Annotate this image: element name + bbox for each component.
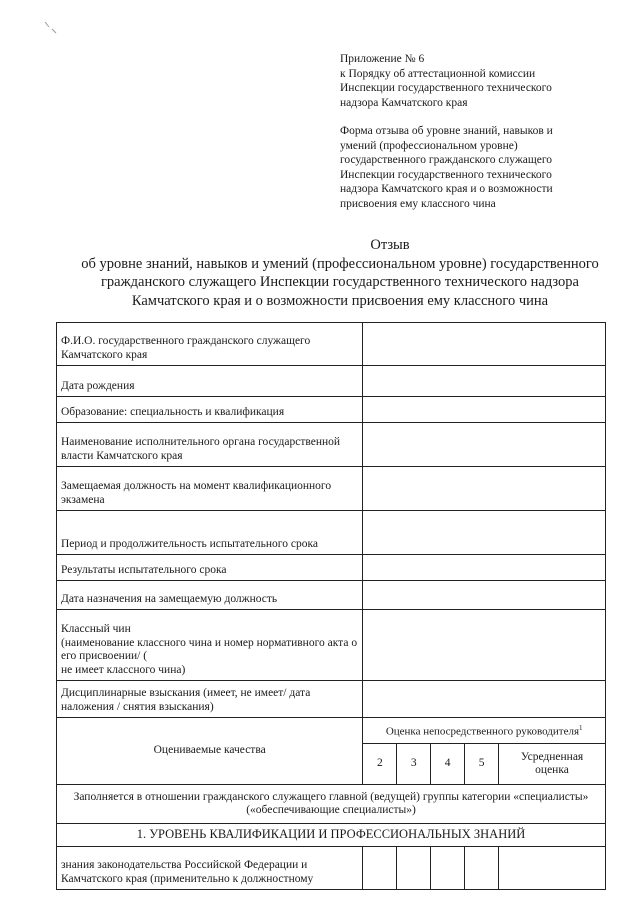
- grade-3-header: 3: [397, 744, 431, 785]
- appendix-line: к Порядку об аттестационной комиссии: [340, 67, 536, 80]
- scan-mark-icon: [44, 20, 58, 34]
- table-row: [57, 581, 606, 610]
- grade-3-cell[interactable]: [397, 847, 431, 890]
- field-value[interactable]: [363, 397, 606, 423]
- grade-4-header: 4: [431, 744, 465, 785]
- field-value[interactable]: [363, 366, 606, 397]
- field-label: Классный чин (наименование классного чина и номер нормативного акта о его присвоении/ ( не имеет классного чина): [57, 610, 363, 681]
- supervisor-assessment-label: Оценка непосредственного руководителя: [385, 725, 580, 738]
- qualities-header: Оцениваемые качества: [57, 718, 363, 785]
- field-value[interactable]: [363, 467, 606, 511]
- table-row: [57, 423, 606, 467]
- document-title: [40, 236, 640, 310]
- form-caption-line: надзора Камчатского края и о возможности: [340, 183, 553, 195]
- footnote-mark: 1: [579, 723, 583, 732]
- table-row: [57, 555, 606, 581]
- grade-5-cell[interactable]: [465, 847, 499, 890]
- form-caption-line: умений (профессиональном уровне): [340, 139, 518, 152]
- field-label: Дисциплинарные взыскания (имеет, не имеет/ дата наложения / снятия взыскания): [57, 681, 363, 718]
- average-score-cell[interactable]: [499, 847, 606, 890]
- form-caption-line: Инспекции государственного технического: [340, 168, 552, 181]
- field-label: Результаты испытательного срока: [57, 555, 363, 581]
- quality-label: знания законодательства Российской Федерации и Камчатского края (применительно к должностному: [57, 847, 363, 890]
- appendix-line: Инспекции государственного технического: [340, 82, 552, 94]
- category-note: Заполняется в отношении гражданского служащего главной (ведущей) группы категории «специалисты» («обеспечивающие специалисты»): [57, 785, 606, 824]
- field-value[interactable]: [363, 681, 606, 718]
- table-row: [57, 847, 606, 890]
- table-row: [57, 511, 606, 555]
- section-heading-row: [57, 824, 606, 847]
- table-row: [57, 610, 606, 681]
- title-line: об уровне знаний, навыков и умений (профессиональном уровне) государственного: [81, 255, 599, 272]
- field-label: Наименование исполнительного органа государственной власти Камчатского края: [57, 423, 363, 467]
- appendix-line: надзора Камчатского края: [340, 96, 468, 109]
- form-caption-line: Форма отзыва об уровне знаний, навыков и: [340, 125, 553, 137]
- field-label: Ф.И.О. государственного гражданского служащего Камчатского края: [57, 323, 363, 366]
- field-label: Образование: специальность и квалификация: [57, 397, 363, 423]
- table-row: [57, 323, 606, 366]
- table-row: [57, 681, 606, 718]
- field-value[interactable]: [363, 610, 606, 681]
- field-label: Дата рождения: [57, 366, 363, 397]
- appendix-block: [340, 52, 630, 211]
- supervisor-assessment-header: [363, 718, 606, 744]
- table-row: [57, 366, 606, 397]
- field-value[interactable]: [363, 511, 606, 555]
- appendix-line: Приложение № 6: [340, 53, 425, 65]
- table-row: [57, 397, 606, 423]
- title-line: Камчатского края и о возможности присвоения ему классного чина: [131, 292, 549, 309]
- assessment-header-row: [57, 718, 606, 744]
- title-line: гражданского служащего Инспекции государственного технического надзора: [100, 274, 579, 290]
- title-heading: Отзыв: [370, 237, 410, 253]
- table-row: [57, 467, 606, 511]
- form-caption-line: государственного гражданского служащего: [340, 154, 553, 166]
- field-label: Период и продолжительность испытательного срока: [57, 511, 363, 555]
- field-value[interactable]: [363, 423, 606, 467]
- section-1-heading: 1. УРОВЕНЬ КВАЛИФИКАЦИИ И ПРОФЕССИОНАЛЬНЫХ ЗНАНИЙ: [57, 824, 606, 847]
- field-value[interactable]: [363, 555, 606, 581]
- average-score-header: Усредненная оценка: [499, 744, 606, 785]
- field-value[interactable]: [363, 581, 606, 610]
- field-label: Замещаемая должность на момент квалификационного экзамена: [57, 467, 363, 511]
- grade-4-cell[interactable]: [431, 847, 465, 890]
- grade-2-header: 2: [363, 744, 397, 785]
- review-form-table: [56, 322, 606, 890]
- grade-5-header: 5: [465, 744, 499, 785]
- category-note-row: [57, 785, 606, 824]
- field-label: Дата назначения на замещаемую должность: [57, 581, 363, 610]
- grade-2-cell[interactable]: [363, 847, 397, 890]
- form-caption-line: присвоения ему классного чина: [340, 197, 496, 210]
- field-value[interactable]: [363, 323, 606, 366]
